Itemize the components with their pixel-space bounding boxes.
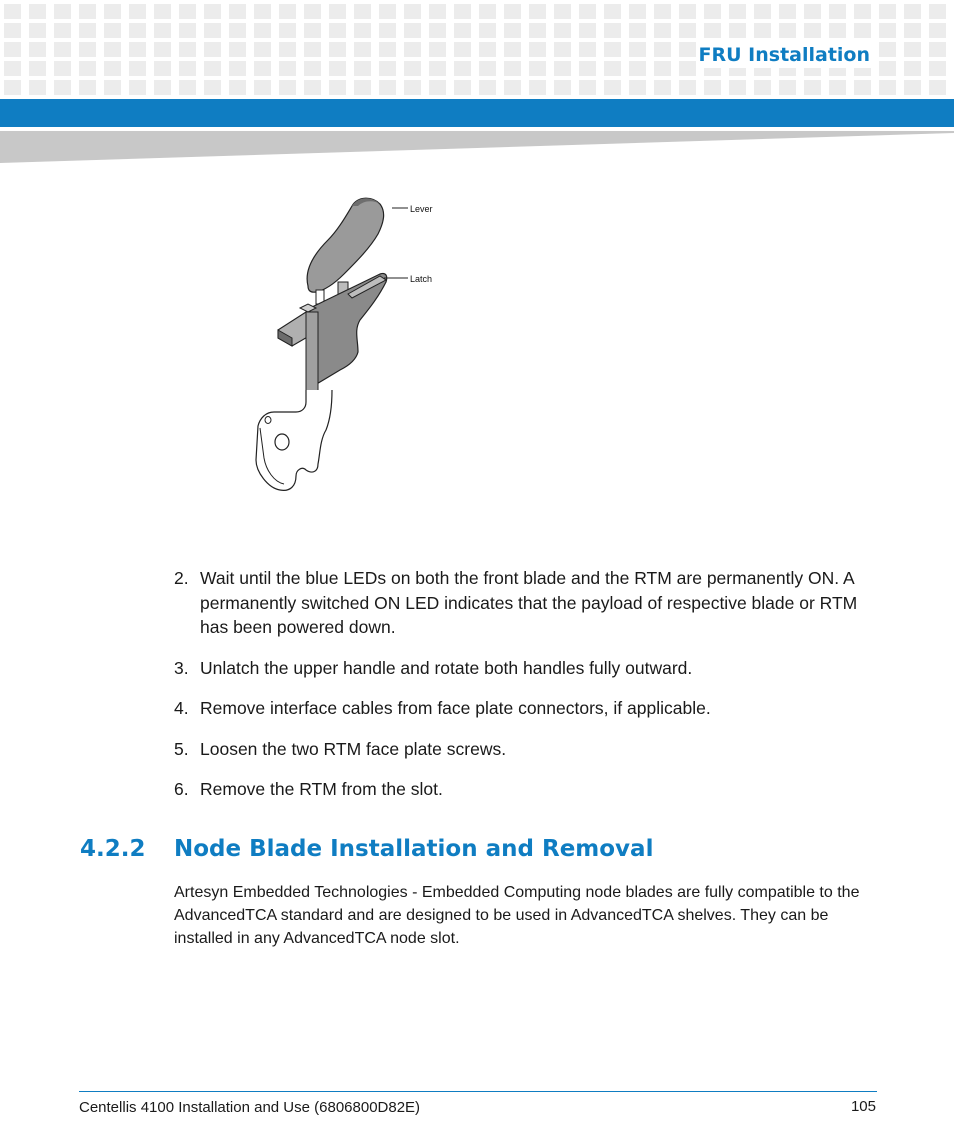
header-grid-cell (604, 4, 621, 19)
header-grid-cell (904, 23, 921, 38)
header-grid-cell (129, 42, 146, 57)
header-grid-cell (679, 80, 696, 95)
header-grid-cell (354, 42, 371, 57)
header-grid-cell (904, 80, 921, 95)
header-grid-cell (554, 4, 571, 19)
header-grid-cell (279, 42, 296, 57)
header-grid-cell (329, 42, 346, 57)
header-grid-cell (354, 80, 371, 95)
header-grid-cell (804, 23, 821, 38)
header-grid-cell (929, 61, 946, 76)
header-grid-cell (354, 61, 371, 76)
header-grid-cell (579, 4, 596, 19)
header-grid-cell (629, 61, 646, 76)
header-grid-cell (154, 61, 171, 76)
step-number: 6. (174, 779, 189, 799)
header-grid-cell (29, 80, 46, 95)
step-text: Unlatch the upper handle and rotate both handles fully outward. (200, 657, 693, 678)
header-grid-cell (179, 4, 196, 19)
header-grid-cell (704, 23, 721, 38)
header-grid-cell (304, 80, 321, 95)
header-grid-cell (454, 80, 471, 95)
header-grid-cell (29, 61, 46, 76)
footer-rule (79, 1091, 877, 1092)
header-grid-cell (929, 23, 946, 38)
header-grid-cell (529, 42, 546, 57)
header-grid-cell (554, 42, 571, 57)
header-grid-cell (354, 4, 371, 19)
header-grid-cell (254, 23, 271, 38)
header-grid-cell (379, 4, 396, 19)
header-grid-cell (879, 42, 896, 57)
header-grid-cell (154, 80, 171, 95)
header-grid-cell (729, 80, 746, 95)
step-number: 4. (174, 698, 189, 718)
header-grid-cell (304, 61, 321, 76)
header-grid-cell (204, 23, 221, 38)
header-grid-cell (479, 80, 496, 95)
header-grid-cell (454, 4, 471, 19)
header-grid-cell (379, 80, 396, 95)
step-number: 5. (174, 738, 189, 759)
header-grid-cell (479, 61, 496, 76)
header-grid-cell (329, 80, 346, 95)
header-grid-cell (354, 23, 371, 38)
header-grid-cell (779, 80, 796, 95)
header-grid-cell (204, 4, 221, 19)
header-grid-cell (104, 42, 121, 57)
running-section-title: FRU Installation (698, 44, 870, 66)
header-grid-cell (629, 42, 646, 57)
header-grid-cell (179, 61, 196, 76)
header-grid-cell (4, 4, 21, 19)
step-item (174, 777, 884, 802)
header-grid-cell (929, 80, 946, 95)
header-grid-cell (104, 61, 121, 76)
header-grid-cell (929, 42, 946, 57)
header-grid-cell (29, 42, 46, 57)
header-grid-cell (4, 23, 21, 38)
header-grid-cell (404, 80, 421, 95)
header-grid-cell (79, 61, 96, 76)
header-grid-cell (529, 80, 546, 95)
header-grid-cell (204, 61, 221, 76)
header-grid-cell (854, 80, 871, 95)
header-grid-cell (679, 42, 696, 57)
header-grid-cell (329, 4, 346, 19)
header-grid-cell (429, 80, 446, 95)
header-grid-cell (754, 4, 771, 19)
header-grid-cell (254, 61, 271, 76)
header-grid-cell (429, 42, 446, 57)
header-grid-cell (329, 61, 346, 76)
header-grid-cell (629, 23, 646, 38)
header-grid-cell (304, 42, 321, 57)
step-item (174, 696, 884, 721)
header-grid-cell (479, 42, 496, 57)
header-grid-cell (429, 61, 446, 76)
section-number: 4.2.2 (80, 836, 146, 862)
header-grid-cell (129, 4, 146, 19)
header-grid-cell (854, 23, 871, 38)
header-grid-cell (829, 23, 846, 38)
section-title: Node Blade Installation and Removal (174, 836, 654, 862)
header-grid-cell (79, 42, 96, 57)
header-grid-cell (379, 42, 396, 57)
header-grid-cell (179, 80, 196, 95)
header-grid-cell (529, 4, 546, 19)
header-grey-wedge (0, 131, 954, 163)
header-blue-band (0, 99, 954, 127)
header-grid-cell (554, 80, 571, 95)
header-grid-cell (654, 80, 671, 95)
header-grid-cell (54, 61, 71, 76)
header-grid-cell (454, 61, 471, 76)
header-grid-cell (229, 23, 246, 38)
header-grid-cell (629, 4, 646, 19)
header-grid-cell (904, 4, 921, 19)
header-grid-cell (179, 42, 196, 57)
header-grid-cell (404, 61, 421, 76)
header-grid-cell (454, 42, 471, 57)
header-grid-cell (729, 23, 746, 38)
header-grid-cell (229, 80, 246, 95)
header-grid-cell (129, 61, 146, 76)
header-grid-cell (504, 80, 521, 95)
lever-callout-label: Lever (410, 204, 433, 214)
header-grid-cell (204, 42, 221, 57)
header-grid-cell (279, 80, 296, 95)
section-heading (80, 836, 653, 862)
header-grid-cell (504, 42, 521, 57)
header-grid-cell (479, 4, 496, 19)
header-grid-cell (904, 61, 921, 76)
header-grid-cell (204, 80, 221, 95)
procedure-steps (174, 566, 884, 818)
header-grid-cell (179, 23, 196, 38)
header-grid-cell (4, 61, 21, 76)
header-grid-cell (329, 23, 346, 38)
header-grid-cell (529, 61, 546, 76)
footer-document-title: Centellis 4100 Installation and Use (6806800D82E) (79, 1099, 421, 1116)
header-grid-cell (604, 61, 621, 76)
header-grid-cell (829, 4, 846, 19)
header-grid-cell (679, 61, 696, 76)
step-number: 3. (174, 657, 189, 678)
section-paragraph: Artesyn Embedded Technologies - Embedded Computing node blades are fully compatible to the AdvancedTCA standard and are designed to be used in AdvancedTCA shelves. They can be installed in any AdvancedTCA node slot. (174, 884, 860, 947)
step-item (174, 656, 884, 681)
header-grid-cell (104, 4, 121, 19)
bracket-shape (256, 390, 332, 490)
header-grid-cell (629, 80, 646, 95)
header-grid-cell (554, 61, 571, 76)
header-grid-cell (54, 23, 71, 38)
step-item (174, 566, 884, 640)
header-grid-cell (929, 4, 946, 19)
header-grid-cell (229, 61, 246, 76)
step-number: 2. (174, 568, 189, 588)
header-grid-cell (729, 4, 746, 19)
header-grid-cell (704, 80, 721, 95)
header-grid-cell (129, 80, 146, 95)
header-grid-cell (879, 23, 896, 38)
header-grid-cell (654, 23, 671, 38)
header-grid-cell (904, 42, 921, 57)
header-grid-cell (29, 4, 46, 19)
header-grid-cell (79, 4, 96, 19)
header-grid-cell (754, 80, 771, 95)
step-text: Remove interface cables from face plate connectors, if applicable. (200, 698, 711, 718)
step-text: Loosen the two RTM face plate screws. (200, 738, 507, 759)
header-grid-cell (104, 80, 121, 95)
header-grid-cell (404, 4, 421, 19)
header-grid-cell (54, 42, 71, 57)
header-grid-cell (404, 23, 421, 38)
header-grid-cell (854, 4, 871, 19)
header-grid-cell (779, 23, 796, 38)
step-text: Remove the RTM from the slot. (200, 779, 443, 799)
header-grid-cell (654, 61, 671, 76)
header-grid-cell (654, 42, 671, 57)
step-text: Wait until the blue LEDs on both the front blade and the RTM are permanently ON. A permanently switched ON LED indicates that the payload of respective blade or RTM has been powered down. (200, 568, 858, 637)
header-grid-cell (504, 61, 521, 76)
header-grid-cell (804, 4, 821, 19)
header-grid-cell (379, 23, 396, 38)
header-grid-cell (454, 23, 471, 38)
header-grid-cell (254, 80, 271, 95)
header-grid-cell (54, 80, 71, 95)
header-grid-cell (79, 23, 96, 38)
footer-page-number: 105 (850, 1098, 876, 1115)
header-grid-cell (304, 4, 321, 19)
header-grid-cell (79, 80, 96, 95)
header-grid-cell (154, 4, 171, 19)
header-grid-cell (504, 23, 521, 38)
header-grid-cell (379, 61, 396, 76)
header-grid-cell (279, 4, 296, 19)
header-grid-cell (229, 42, 246, 57)
header-grid-cell (579, 61, 596, 76)
header-grid-cell (879, 4, 896, 19)
header-grid-cell (254, 4, 271, 19)
header-grid-cell (879, 80, 896, 95)
header-grid-cell (604, 23, 621, 38)
header-grid-cell (429, 4, 446, 19)
header-grid-cell (604, 42, 621, 57)
header-grid-cell (704, 4, 721, 19)
header-grid-cell (279, 61, 296, 76)
header-grid-cell (754, 23, 771, 38)
header-grid-cell (779, 4, 796, 19)
header-grid-cell (579, 42, 596, 57)
header-grid-cell (579, 23, 596, 38)
header-grid-cell (679, 23, 696, 38)
header-grid-cell (4, 80, 21, 95)
header-grid-cell (229, 4, 246, 19)
header-grid-cell (804, 80, 821, 95)
header-grid-cell (104, 23, 121, 38)
header-grid-cell (29, 23, 46, 38)
header-grid-cell (154, 42, 171, 57)
header-grid-cell (304, 23, 321, 38)
header-grid-cell (279, 23, 296, 38)
header-grid-cell (529, 23, 546, 38)
header-grid-cell (429, 23, 446, 38)
handle-lever-latch-figure (240, 190, 480, 500)
header-grid-cell (404, 42, 421, 57)
header-grid-cell (679, 4, 696, 19)
header-grid-cell (254, 42, 271, 57)
header-grid-cell (654, 4, 671, 19)
header-grid-cell (129, 23, 146, 38)
header-grid-cell (579, 80, 596, 95)
header-grid-cell (4, 42, 21, 57)
header-grid-cell (504, 4, 521, 19)
header-grid-cell (554, 23, 571, 38)
latch-callout-label: Latch (410, 274, 433, 284)
header-grid-cell (829, 80, 846, 95)
header-grid-cell (604, 80, 621, 95)
header-grid-cell (154, 23, 171, 38)
header-grid-cell (54, 4, 71, 19)
header-grid-cell (479, 23, 496, 38)
step-item (174, 737, 884, 762)
header-grid-cell (879, 61, 896, 76)
